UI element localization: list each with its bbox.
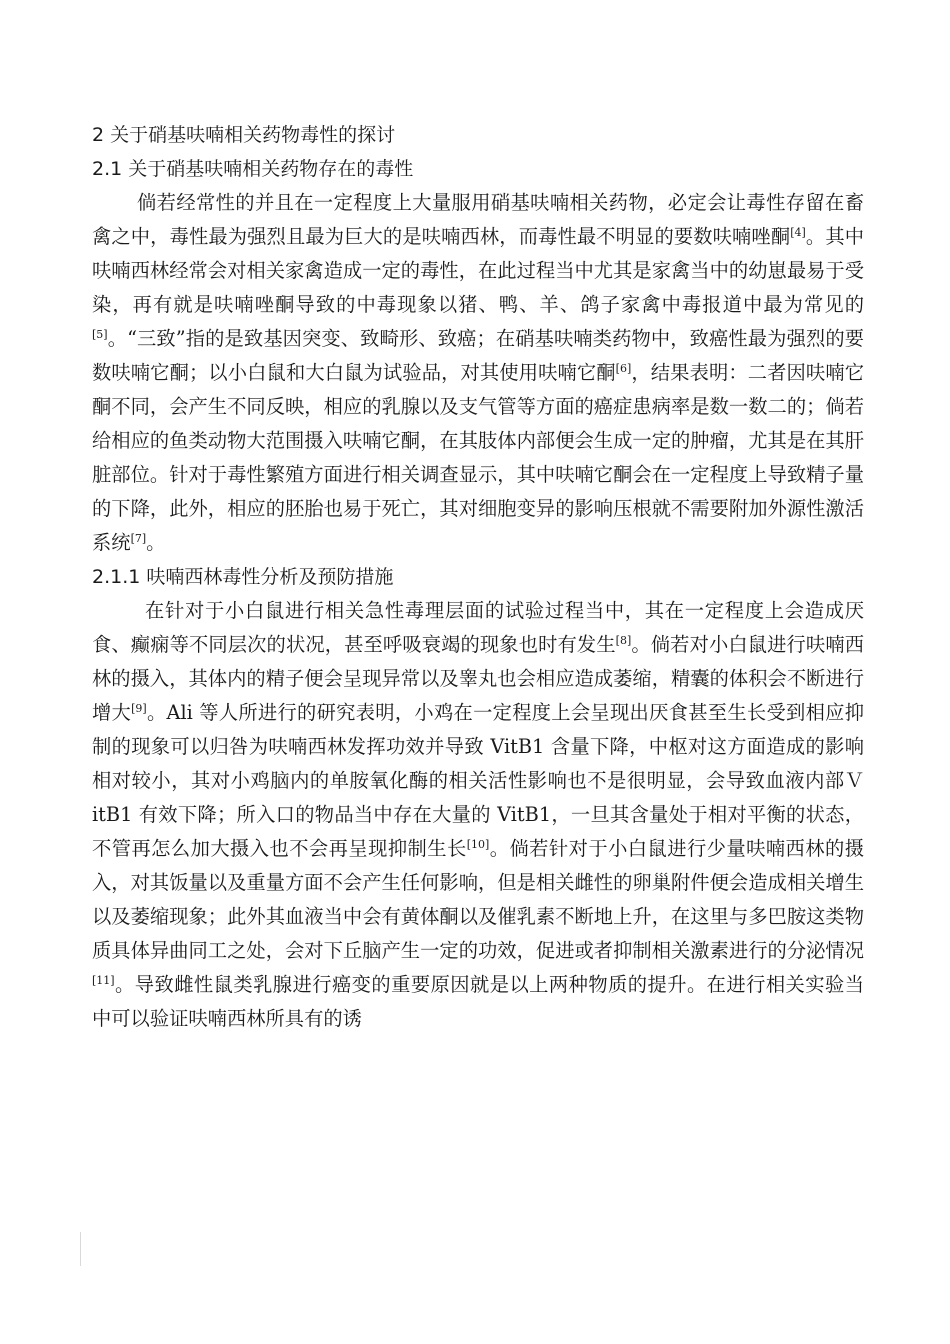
p1-text: ，结果表明：二者因呋喃它酮不同，会产生不同反映，相应的乳腺以及支气管等方面的癌症患病率是数一数二的；倘若给相应的鱼类动物大范围摄入呋喃它酮，在其肢体内部便会生成一定的肿瘤，尤其是在其肝脏部位。针对于毒性繁殖方面进行相关调查显示，其中呋喃它酮会在一定程度上导致精子量的下降，此外，相应的胚胎也易于死亡，其对细胞变异的影响压根就不需要附加外源性激活系统 (92, 361, 865, 554)
p1-text: 倘若经常性的并且在一定程度上大量服用硝基呋喃相关药物，必定会让毒性存留在畜禽之中，毒性最为强烈且最为巨大的是呋喃西林，而毒性最不明显的要数呋喃唑酮 (92, 191, 864, 248)
citation-ref: [4] (790, 226, 806, 239)
citation-ref: [11] (92, 974, 115, 987)
citation-ref: [7] (130, 532, 147, 545)
citation-ref: [10] (466, 838, 490, 851)
citation-ref: [5] (92, 328, 108, 341)
subsection-title: 2.1 关于硝基呋喃相关药物存在的毒性 (92, 158, 414, 180)
section-title: 2 关于硝基呋喃相关药物毒性的探讨 (92, 124, 396, 146)
citation-ref: [9] (131, 702, 147, 715)
subsubsection-title: 2.1.1 呋喃西林毒性分析及预防措施 (92, 566, 394, 588)
p2-text: 。Ali 等人所进行的研究表明，小鸡在一定程度上会呈现出厌食甚至生长受到相应抑制的现象可以归咎为呋喃西林发挥功效并导致 VitB1 含量下降，中枢对这方面造成的影响相对较小，其对小鸡脑内的单胺氧化酶的相关活性影响也不是很明显，会导致血液内部Ｖ itB1 有效下降；所入口的物品当中存在大量的 VitB1，一旦其含量处于相对平衡的状态，不管再怎么加大摄入也不会再呈现抑制生长 (92, 701, 864, 860)
citation-ref: [8] (615, 634, 632, 647)
p2-text: 在针对于小白鼠进行相关急性毒理层面的试验过程当中，其在一定程度上会造成厌食、癫痫等不同层次的状况，甚至呼吸衰竭的现象也时有发生 (92, 599, 864, 656)
page-margin-marker (80, 1232, 81, 1266)
document-page (92, 118, 864, 1036)
p2-text: 。导致雌性鼠类乳腺进行癌变的重要原因就是以上两种物质的提升。在进行相关实验当中可以验证呋喃西林所具有的诱 (92, 973, 864, 1030)
paragraph-toxicity (92, 186, 864, 560)
p1-text: 。其中呋喃西林经常会对相关家禽造成一定的毒性，在此过程当中尤其是家禽当中的幼崽最易于受染，再有就是呋喃唑酮导致的中毒现象以猪、鸭、羊、鸽子家禽中毒报道中最为常见的 (92, 225, 864, 316)
p2-text: 。倘若针对于小白鼠进行少量呋喃西林的摄入，对其饭量以及重量方面不会产生任何影响，但是相关雌性的卵巢附件便会造成相关增生以及萎缩现象；此外其血液当中会有黄体酮以及催乳素不断地上升，在这里与多巴胺这类物质具体异曲同工之处，会对下丘脑产生一定的功效，促进或者抑制相关激素进行的分泌情况 (92, 837, 864, 962)
citation-ref: [6] (615, 362, 632, 375)
p1-text: 。“三致”指的是致基因突变、致畸形、致癌；在硝基呋喃类药物中，致癌性最为强烈的要数呋喃它酮；以小白鼠和大白鼠为试验品，对其使用呋喃它酮 (92, 327, 864, 384)
p1-text: 。 (146, 531, 166, 554)
paragraph-nitrofurazone (92, 594, 864, 1036)
p2-text: 。倘若对小白鼠进行呋喃西林的摄入，其体内的精子便会呈现异常以及睾丸也会相应造成萎缩，精囊的体积会不断进行增大 (92, 633, 865, 724)
